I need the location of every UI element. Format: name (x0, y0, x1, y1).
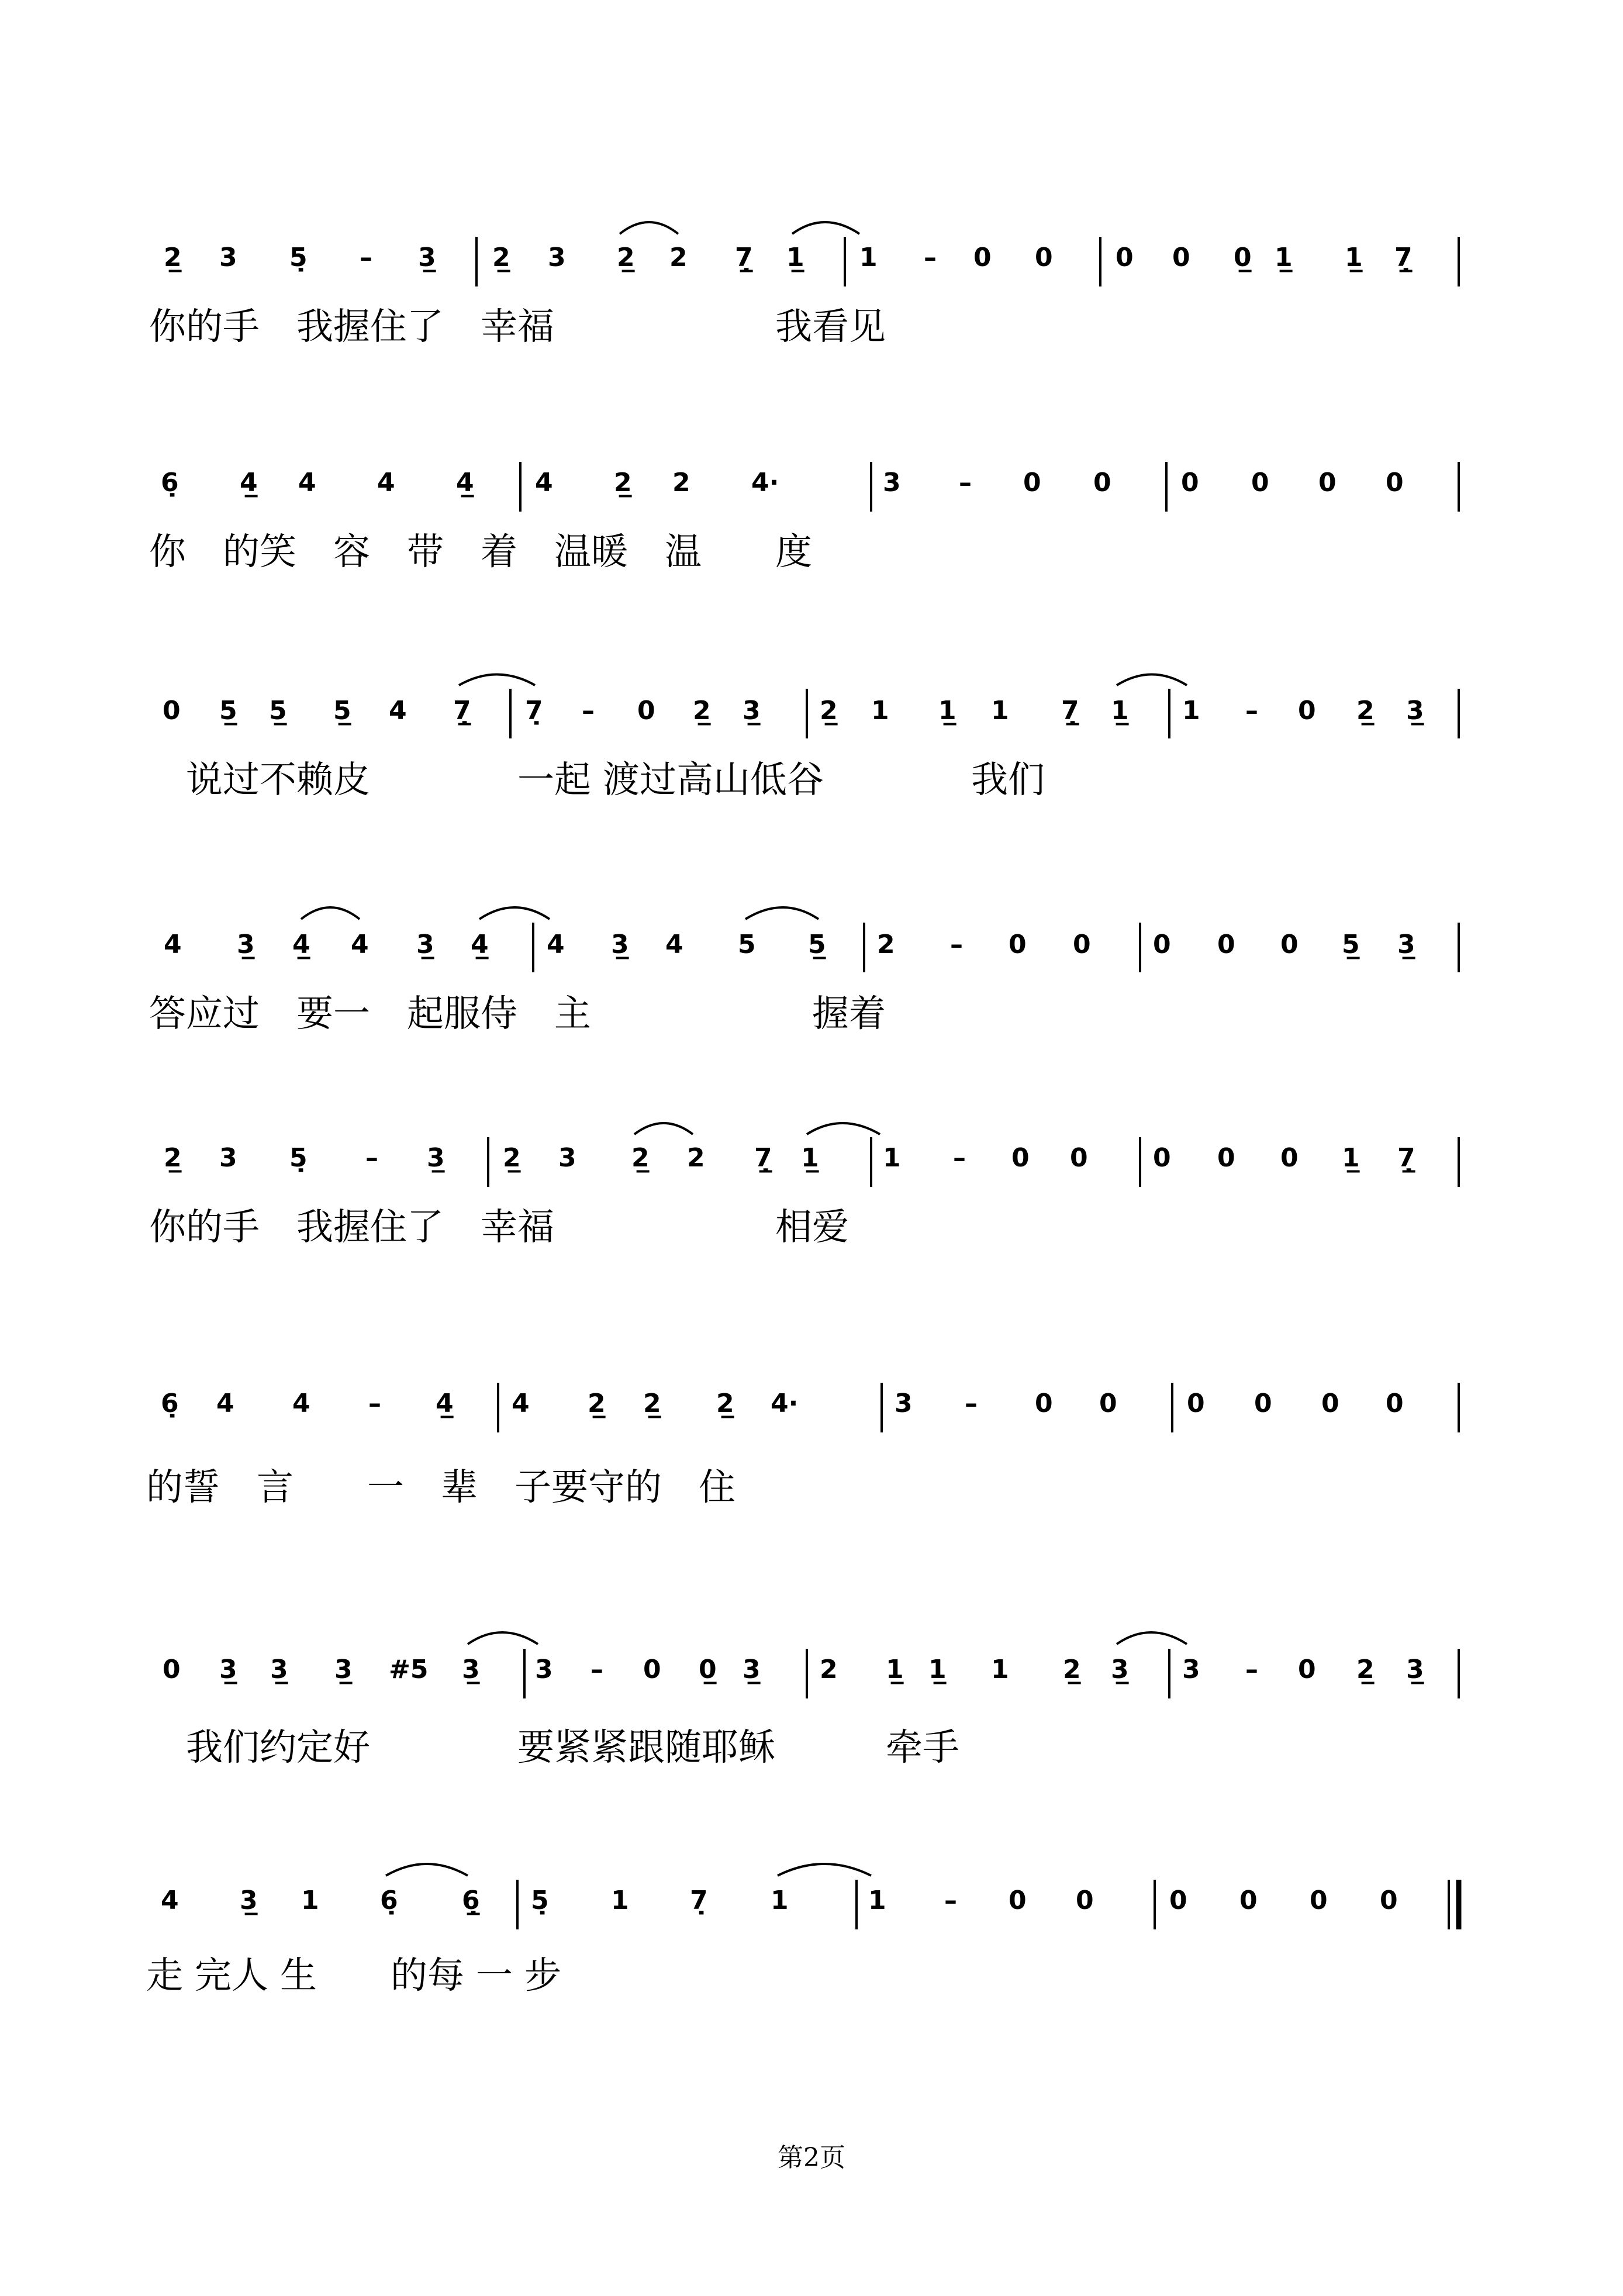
note: 3̲ (334, 1655, 353, 1684)
page-number: 第2页 (778, 2143, 845, 2173)
note: 0 (1153, 1143, 1171, 1173)
note: 1̲ (928, 1655, 947, 1684)
note: 3̲ (611, 930, 629, 959)
note: 3̲ (743, 696, 761, 726)
note: – (950, 930, 963, 959)
note: 2 (669, 243, 688, 272)
note: 0 (1217, 1143, 1235, 1173)
note: 7̣̲ (453, 696, 471, 726)
note: 2̲ (588, 1389, 606, 1418)
note: 0 (1093, 468, 1111, 498)
note: 0 (1217, 930, 1235, 959)
note: – (944, 1886, 957, 1915)
note: 7̣ (690, 1886, 708, 1915)
note: 2 (877, 930, 895, 959)
lyric-line-6: 的誓 言 一 辈 子要守的 住 (146, 1466, 735, 1508)
note: 0 (163, 1655, 181, 1684)
note: 7̣̲ (1397, 1143, 1415, 1173)
note: 4̲ (292, 930, 310, 959)
note: 0 (1280, 1143, 1299, 1173)
note: 0 (1070, 1143, 1088, 1173)
note: 3 (883, 468, 901, 498)
note: 6̣ (161, 468, 179, 498)
note: 0 (1073, 930, 1091, 959)
note: 5̣ (289, 243, 308, 272)
note: 0 (1254, 1389, 1272, 1418)
lyric-line-1: 你的手 我握住了 幸福 我看见 (149, 305, 886, 348)
note: 4 (377, 468, 395, 498)
note: 1̲ (786, 243, 804, 272)
note: 5̲ (269, 696, 287, 726)
note: 0 (1321, 1389, 1339, 1418)
note: 3̲ (418, 243, 436, 272)
note: 2̲ (617, 243, 635, 272)
note: 2̲ (164, 1143, 182, 1173)
slur (792, 222, 859, 234)
note: 3 (895, 1389, 913, 1418)
note: 4 (665, 930, 683, 959)
note: 7̣̲ (735, 243, 753, 272)
slur (807, 1123, 880, 1134)
slur (620, 222, 678, 234)
note: 4· (771, 1389, 799, 1418)
note: 4 (535, 468, 553, 498)
note: 1̲ (801, 1143, 819, 1173)
note: – (582, 696, 595, 726)
note: 4̲ (471, 930, 489, 959)
note: 1 (1182, 696, 1200, 726)
note: 0 (1023, 468, 1041, 498)
note: 4 (216, 1389, 234, 1418)
score-system-2 (149, 462, 1459, 573)
note: 0 (1035, 243, 1053, 272)
note: 3 (558, 1143, 576, 1173)
note: 1̲ (1345, 243, 1363, 272)
score-system-8 (146, 1864, 1459, 1997)
note: 5̣ (289, 1143, 308, 1173)
note: 3 (548, 243, 566, 272)
note: 2̲ (492, 243, 510, 272)
note: 2̲ (716, 1389, 734, 1418)
note: 0 (1187, 1389, 1205, 1418)
note: 1 (868, 1886, 886, 1915)
note: 0 (1251, 468, 1269, 498)
note: 0 (1380, 1886, 1398, 1915)
note: 2̲ (643, 1389, 661, 1418)
note: – (965, 1389, 978, 1418)
note: 1 (883, 1143, 901, 1173)
note: 2̲ (631, 1143, 650, 1173)
note: 4 (547, 930, 565, 959)
note: 1 (991, 696, 1009, 726)
note: 2̲ (693, 696, 711, 726)
note: 0 (1386, 468, 1404, 498)
score-system-3 (149, 675, 1459, 802)
note: 4̲ (240, 468, 258, 498)
note: 0 (1239, 1886, 1258, 1915)
note: 2̲ (820, 696, 838, 726)
note: 7̣̲ (1394, 243, 1413, 272)
note: 0 (973, 243, 992, 272)
note: 2̲ (1356, 696, 1375, 726)
notation-line-2 (161, 462, 1459, 512)
note: 0 (1153, 930, 1171, 959)
lyric-line-2: 你 的笑 容 带 着 温暖 温 度 (149, 530, 812, 573)
note: 3̲ (270, 1655, 288, 1684)
slur (479, 907, 550, 919)
note: 1̲ (1111, 696, 1129, 726)
note: – (365, 1143, 378, 1173)
note: – (953, 1143, 966, 1173)
slur (1117, 675, 1187, 686)
note: 5 (738, 930, 756, 959)
note: 0 (1011, 1143, 1030, 1173)
lyric-line-8: 走 完人 生 的每 一 步 (146, 1954, 562, 1997)
note: 3 (219, 1143, 237, 1173)
note: 1 (611, 1886, 629, 1915)
score-system-1 (149, 222, 1459, 348)
note: 0 (1181, 468, 1199, 498)
note: 3̲ (1406, 696, 1424, 726)
notation-line-4 (164, 907, 1459, 972)
note: – (959, 468, 972, 498)
note: 4 (298, 468, 316, 498)
note: 0 (1116, 243, 1134, 272)
note: 0 (1009, 930, 1027, 959)
note: 1 (301, 1886, 319, 1915)
note: 4̲ (436, 1389, 454, 1418)
note: 5̲ (333, 696, 351, 726)
note: 4̲ (456, 468, 474, 498)
note: 2 (672, 468, 690, 498)
note: 0 (1009, 1886, 1027, 1915)
note: 1 (991, 1655, 1009, 1684)
note: 7̣ (525, 696, 543, 726)
lyric-line-5: 你的手 我握住了 幸福 相爱 (149, 1206, 849, 1248)
note: 0 (1318, 468, 1337, 498)
note: 6̣ (380, 1886, 398, 1915)
lyric-line-3: 说过不赖皮 一起 渡过高山低谷 我们 (149, 758, 1045, 801)
note: 0̲ (1234, 243, 1252, 272)
notation-line-6 (161, 1383, 1459, 1432)
slur (468, 1632, 538, 1644)
slur (745, 907, 819, 919)
note: 5̲ (808, 930, 826, 959)
note: 0 (1386, 1389, 1404, 1418)
note: 3̲ (427, 1143, 445, 1173)
note: 0 (1280, 930, 1299, 959)
note: 4 (389, 696, 407, 726)
note: 0 (1169, 1886, 1187, 1915)
note: 3̲ (1397, 930, 1415, 959)
score-system-5 (149, 1123, 1459, 1248)
note: 2̲ (614, 468, 632, 498)
note: 4 (512, 1389, 530, 1418)
note: 3 (535, 1655, 553, 1684)
note: 4· (751, 468, 779, 498)
note: 3̲ (1111, 1655, 1129, 1684)
note: 0 (1076, 1886, 1094, 1915)
note: 3̲ (240, 1886, 258, 1915)
note: 4 (161, 1886, 179, 1915)
note: – (368, 1389, 381, 1418)
note: 2̲ (503, 1143, 521, 1173)
note: – (591, 1655, 603, 1684)
note: 1̲ (938, 696, 956, 726)
slur (1117, 1632, 1187, 1644)
notation-line-3 (163, 675, 1459, 739)
note: 2 (687, 1143, 705, 1173)
note: 7̣̲ (1061, 696, 1079, 726)
note: – (1245, 696, 1258, 726)
note: 1̲ (886, 1655, 904, 1684)
score-system-6 (146, 1383, 1459, 1508)
note: 0 (163, 696, 181, 726)
note: – (924, 243, 937, 272)
note: 3 (219, 243, 237, 272)
note: 3̲ (237, 930, 255, 959)
note: 3 (1182, 1655, 1200, 1684)
note: 0 (1172, 243, 1190, 272)
notation-line-5 (164, 1123, 1459, 1187)
note: 6̣̲ (462, 1886, 480, 1915)
note: 2̲ (164, 243, 182, 272)
note: 4 (164, 930, 182, 959)
note: 0 (1298, 1655, 1316, 1684)
note: 2̲ (1063, 1655, 1081, 1684)
lyric-line-4: 答应过 要一 起服侍 主 握着 (149, 992, 886, 1035)
note: 4 (351, 930, 369, 959)
note: 0 (637, 696, 655, 726)
score-system-7 (149, 1632, 1459, 1769)
note: 0 (1310, 1886, 1328, 1915)
slur (386, 1864, 468, 1876)
slur (301, 907, 360, 919)
note: 6̣ (161, 1389, 179, 1418)
score-system-4 (149, 907, 1459, 1035)
note: 2̲ (1356, 1655, 1375, 1684)
note: 3̲ (416, 930, 434, 959)
note: 5̲ (219, 696, 237, 726)
note: 2 (820, 1655, 838, 1684)
note: – (360, 243, 372, 272)
notation-line-1 (164, 222, 1459, 286)
note: 0 (643, 1655, 661, 1684)
note: 3̲ (1406, 1655, 1424, 1684)
note: 3̲ (462, 1655, 480, 1684)
note: 7̣̲ (754, 1143, 772, 1173)
note: 3̲ (743, 1655, 761, 1684)
note: 1 (859, 243, 878, 272)
slur (634, 1123, 693, 1134)
note: 0 (1298, 696, 1316, 726)
note: 5̣ (531, 1886, 549, 1915)
note: 1̲ (1275, 243, 1293, 272)
slur (459, 675, 535, 686)
note: 1 (771, 1886, 789, 1915)
lyric-line-7: 我们约定好 要紧紧跟随耶稣 牵手 (149, 1726, 959, 1769)
note: – (1245, 1655, 1258, 1684)
note: 1̲ (1342, 1143, 1360, 1173)
note: 0 (1035, 1389, 1053, 1418)
note: 5̲ (1342, 930, 1360, 959)
notation-line-8 (161, 1864, 1459, 1929)
note: 1 (871, 696, 889, 726)
notation-line-7 (163, 1632, 1459, 1698)
note: 0 (1099, 1389, 1117, 1418)
slur (778, 1864, 871, 1876)
note: 4 (292, 1389, 310, 1418)
note: 0̲ (699, 1655, 717, 1684)
note: #5 (389, 1655, 429, 1684)
note: 3̲ (219, 1655, 237, 1684)
